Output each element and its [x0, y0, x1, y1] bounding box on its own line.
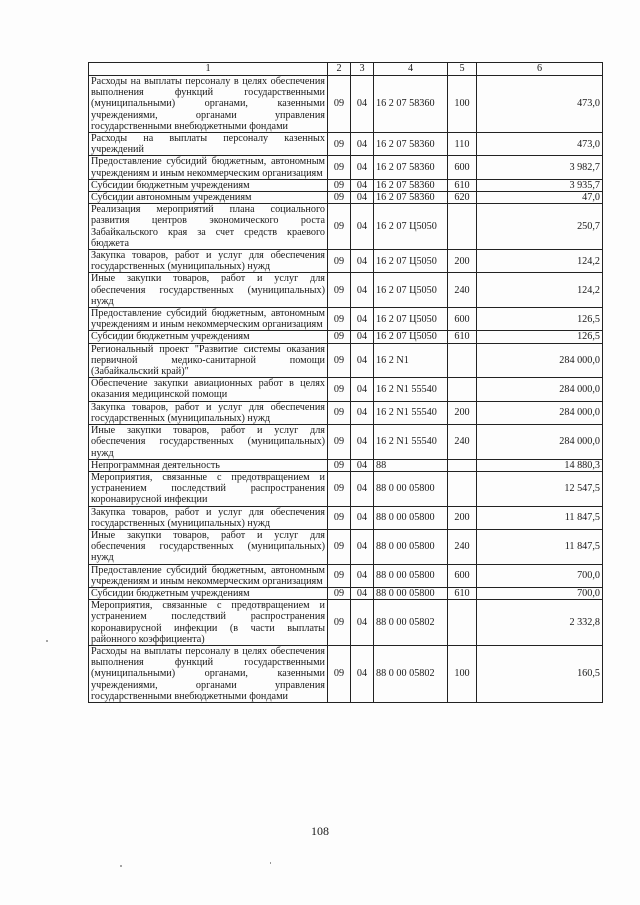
row-target-article-cell: 88 0 00 05800	[374, 506, 448, 529]
row-expense-type-cell: 240	[448, 425, 477, 460]
row-expense-type-cell: 100	[448, 76, 477, 133]
row-name-cell: Закупка товаров, работ и услуг для обеспечения государственных (муниципальных) нужд	[89, 506, 328, 529]
page-number: 108	[311, 824, 329, 838]
row-expense-type-cell: 240	[448, 529, 477, 564]
row-expense-type-cell: 200	[448, 401, 477, 424]
row-name-cell: Расходы на выплаты персоналу в целях обеспечения выполнения функций государственными (муниципальными) органами, казенными учреждениями, органами управления государственными внебюджетными фондами	[89, 645, 328, 702]
row-amount-cell: 700,0	[477, 564, 603, 587]
row-amount-cell: 126,5	[477, 331, 603, 343]
header-col-3: 3	[351, 63, 374, 76]
row-name-cell: Субсидии бюджетным учреждениям	[89, 587, 328, 599]
row-section-cell: 09	[328, 133, 351, 156]
header-col-4: 4	[374, 63, 448, 76]
table-row	[89, 331, 603, 343]
row-amount-cell: 14 880,3	[477, 459, 603, 471]
row-subsection-cell: 04	[351, 425, 374, 460]
row-subsection-cell: 04	[351, 192, 374, 204]
row-subsection-cell: 04	[351, 343, 374, 378]
row-amount-cell: 126,5	[477, 308, 603, 331]
row-expense-type-cell	[448, 343, 477, 378]
row-subsection-cell: 04	[351, 204, 374, 250]
row-section-cell: 09	[328, 459, 351, 471]
row-subsection-cell: 04	[351, 76, 374, 133]
row-expense-type-cell	[448, 204, 477, 250]
row-amount-cell: 12 547,5	[477, 471, 603, 506]
row-name-cell: Расходы на выплаты персоналу в целях обеспечения выполнения функций государственными (муниципальными) органами, казенными учреждениями, органами управления государственными внебюджетными фондами	[89, 76, 328, 133]
row-amount-cell: 2 332,8	[477, 600, 603, 646]
table-header-row	[89, 63, 603, 76]
row-name-cell: Иные закупки товаров, работ и услуг для обеспечения государственных (муниципальных) нужд	[89, 273, 328, 308]
row-expense-type-cell: 620	[448, 192, 477, 204]
header-col-6: 6	[477, 63, 603, 76]
row-amount-cell: 284 000,0	[477, 425, 603, 460]
row-section-cell: 09	[328, 600, 351, 646]
row-name-cell: Мероприятия, связанные с предотвращением и устранением последствий распространения коронавирусной инфекции	[89, 471, 328, 506]
table-row	[89, 600, 603, 646]
row-name-cell: Закупка товаров, работ и услуг для обеспечения государственных (муниципальных) нужд	[89, 401, 328, 424]
row-expense-type-cell	[448, 459, 477, 471]
row-amount-cell: 250,7	[477, 204, 603, 250]
row-target-article-cell: 88 0 00 05802	[374, 645, 448, 702]
row-subsection-cell: 04	[351, 273, 374, 308]
row-target-article-cell: 88	[374, 459, 448, 471]
row-target-article-cell: 16 2 N1	[374, 343, 448, 378]
row-section-cell: 09	[328, 156, 351, 179]
row-subsection-cell: 04	[351, 133, 374, 156]
row-target-article-cell: 16 2 N1 55540	[374, 378, 448, 401]
row-section-cell: 09	[328, 471, 351, 506]
row-target-article-cell: 16 2 07 Ц5050	[374, 204, 448, 250]
row-subsection-cell: 04	[351, 179, 374, 191]
row-target-article-cell: 16 2 07 58360	[374, 156, 448, 179]
row-subsection-cell: 04	[351, 506, 374, 529]
row-subsection-cell: 04	[351, 459, 374, 471]
row-subsection-cell: 04	[351, 250, 374, 273]
row-expense-type-cell	[448, 378, 477, 401]
row-section-cell: 09	[328, 204, 351, 250]
row-target-article-cell: 88 0 00 05800	[374, 587, 448, 599]
table-row	[89, 529, 603, 564]
row-expense-type-cell: 610	[448, 179, 477, 191]
row-section-cell: 09	[328, 378, 351, 401]
row-expense-type-cell: 600	[448, 308, 477, 331]
scan-speck	[46, 640, 48, 642]
row-subsection-cell: 04	[351, 529, 374, 564]
row-target-article-cell: 16 2 07 58360	[374, 76, 448, 133]
row-target-article-cell: 16 2 07 Ц5050	[374, 331, 448, 343]
row-expense-type-cell: 110	[448, 133, 477, 156]
header-col-5: 5	[448, 63, 477, 76]
row-amount-cell: 284 000,0	[477, 378, 603, 401]
row-section-cell: 09	[328, 179, 351, 191]
row-name-cell: Реализация мероприятий плана социального развития центров экономического роста Забайкальского края за счет средств краевого бюджета	[89, 204, 328, 250]
row-amount-cell: 160,5	[477, 645, 603, 702]
row-amount-cell: 284 000,0	[477, 401, 603, 424]
table-row	[89, 204, 603, 250]
row-section-cell: 09	[328, 425, 351, 460]
row-subsection-cell: 04	[351, 308, 374, 331]
row-amount-cell: 124,2	[477, 250, 603, 273]
row-target-article-cell: 88 0 00 05800	[374, 529, 448, 564]
row-name-cell: Предоставление субсидий бюджетным, автономным учреждениям и иным некоммерческим организациям	[89, 564, 328, 587]
row-section-cell: 09	[328, 308, 351, 331]
row-name-cell: Субсидии бюджетным учреждениям	[89, 331, 328, 343]
row-section-cell: 09	[328, 645, 351, 702]
row-target-article-cell: 88 0 00 05800	[374, 471, 448, 506]
table-row	[89, 156, 603, 179]
row-expense-type-cell	[448, 600, 477, 646]
row-section-cell: 09	[328, 506, 351, 529]
row-name-cell: Непрограммная деятельность	[89, 459, 328, 471]
row-subsection-cell: 04	[351, 378, 374, 401]
row-section-cell: 09	[328, 250, 351, 273]
row-name-cell: Субсидии автономным учреждениям	[89, 192, 328, 204]
row-amount-cell: 11 847,5	[477, 506, 603, 529]
row-expense-type-cell: 600	[448, 564, 477, 587]
row-section-cell: 09	[328, 331, 351, 343]
table-row	[89, 506, 603, 529]
header-col-2: 2	[328, 63, 351, 76]
row-section-cell: 09	[328, 587, 351, 599]
row-target-article-cell: 16 2 07 Ц5050	[374, 273, 448, 308]
row-expense-type-cell: 600	[448, 156, 477, 179]
table-row	[89, 564, 603, 587]
row-section-cell: 09	[328, 564, 351, 587]
row-subsection-cell: 04	[351, 331, 374, 343]
row-amount-cell: 3 935,7	[477, 179, 603, 191]
table-row	[89, 308, 603, 331]
table-row	[89, 133, 603, 156]
row-amount-cell: 473,0	[477, 133, 603, 156]
row-target-article-cell: 16 2 07 Ц5050	[374, 308, 448, 331]
row-amount-cell: 3 982,7	[477, 156, 603, 179]
row-expense-type-cell: 240	[448, 273, 477, 308]
table-row	[89, 76, 603, 133]
row-subsection-cell: 04	[351, 564, 374, 587]
row-expense-type-cell: 100	[448, 645, 477, 702]
row-amount-cell: 11 847,5	[477, 529, 603, 564]
table-row	[89, 645, 603, 702]
row-expense-type-cell	[448, 471, 477, 506]
table-row	[89, 192, 603, 204]
scan-speck	[270, 862, 271, 864]
table-row	[89, 471, 603, 506]
row-subsection-cell: 04	[351, 156, 374, 179]
row-amount-cell: 124,2	[477, 273, 603, 308]
row-section-cell: 09	[328, 273, 351, 308]
row-target-article-cell: 16 2 N1 55540	[374, 401, 448, 424]
budget-table	[88, 62, 603, 703]
row-name-cell: Обеспечение закупки авиационных работ в целях оказания медицинской помощи	[89, 378, 328, 401]
row-expense-type-cell: 610	[448, 587, 477, 599]
table-body	[89, 76, 603, 703]
row-target-article-cell: 16 2 07 58360	[374, 179, 448, 191]
row-subsection-cell: 04	[351, 471, 374, 506]
table-row	[89, 250, 603, 273]
row-name-cell: Субсидии бюджетным учреждениям	[89, 179, 328, 191]
row-name-cell: Иные закупки товаров, работ и услуг для обеспечения государственных (муниципальных) нужд	[89, 425, 328, 460]
table-row	[89, 425, 603, 460]
row-subsection-cell: 04	[351, 600, 374, 646]
row-section-cell: 09	[328, 529, 351, 564]
row-name-cell: Расходы на выплаты персоналу казенных учреждений	[89, 133, 328, 156]
header-col-1: 1	[89, 63, 328, 76]
row-name-cell: Предоставление субсидий бюджетным, автономным учреждениям и иным некоммерческим организациям	[89, 156, 328, 179]
table-row	[89, 273, 603, 308]
row-name-cell: Закупка товаров, работ и услуг для обеспечения государственных (муниципальных) нужд	[89, 250, 328, 273]
row-target-article-cell: 16 2 N1 55540	[374, 425, 448, 460]
row-amount-cell: 284 000,0	[477, 343, 603, 378]
table-row	[89, 179, 603, 191]
row-target-article-cell: 16 2 07 58360	[374, 133, 448, 156]
row-target-article-cell: 16 2 07 58360	[374, 192, 448, 204]
scan-speck	[120, 865, 122, 867]
row-section-cell: 09	[328, 343, 351, 378]
row-expense-type-cell: 200	[448, 506, 477, 529]
row-target-article-cell: 16 2 07 Ц5050	[374, 250, 448, 273]
row-subsection-cell: 04	[351, 401, 374, 424]
row-expense-type-cell: 610	[448, 331, 477, 343]
row-amount-cell: 473,0	[477, 76, 603, 133]
table-row	[89, 587, 603, 599]
table-row	[89, 343, 603, 378]
row-expense-type-cell: 200	[448, 250, 477, 273]
row-target-article-cell: 88 0 00 05800	[374, 564, 448, 587]
row-section-cell: 09	[328, 76, 351, 133]
row-name-cell: Предоставление субсидий бюджетным, автономным учреждениям и иным некоммерческим организациям	[89, 308, 328, 331]
row-amount-cell: 700,0	[477, 587, 603, 599]
row-name-cell: Региональный проект "Развитие системы оказания первичной медико-санитарной помощи (Забайкальский край)"	[89, 343, 328, 378]
row-target-article-cell: 88 0 00 05802	[374, 600, 448, 646]
row-section-cell: 09	[328, 192, 351, 204]
row-amount-cell: 47,0	[477, 192, 603, 204]
row-subsection-cell: 04	[351, 587, 374, 599]
row-section-cell: 09	[328, 401, 351, 424]
table-row	[89, 378, 603, 401]
table-row	[89, 459, 603, 471]
row-name-cell: Иные закупки товаров, работ и услуг для обеспечения государственных (муниципальных) нужд	[89, 529, 328, 564]
row-name-cell: Мероприятия, связанные с предотвращением и устранением последствий распространения коронавирусной инфекции (в части выплаты районного коэффициента)	[89, 600, 328, 646]
table-row	[89, 401, 603, 424]
row-subsection-cell: 04	[351, 645, 374, 702]
